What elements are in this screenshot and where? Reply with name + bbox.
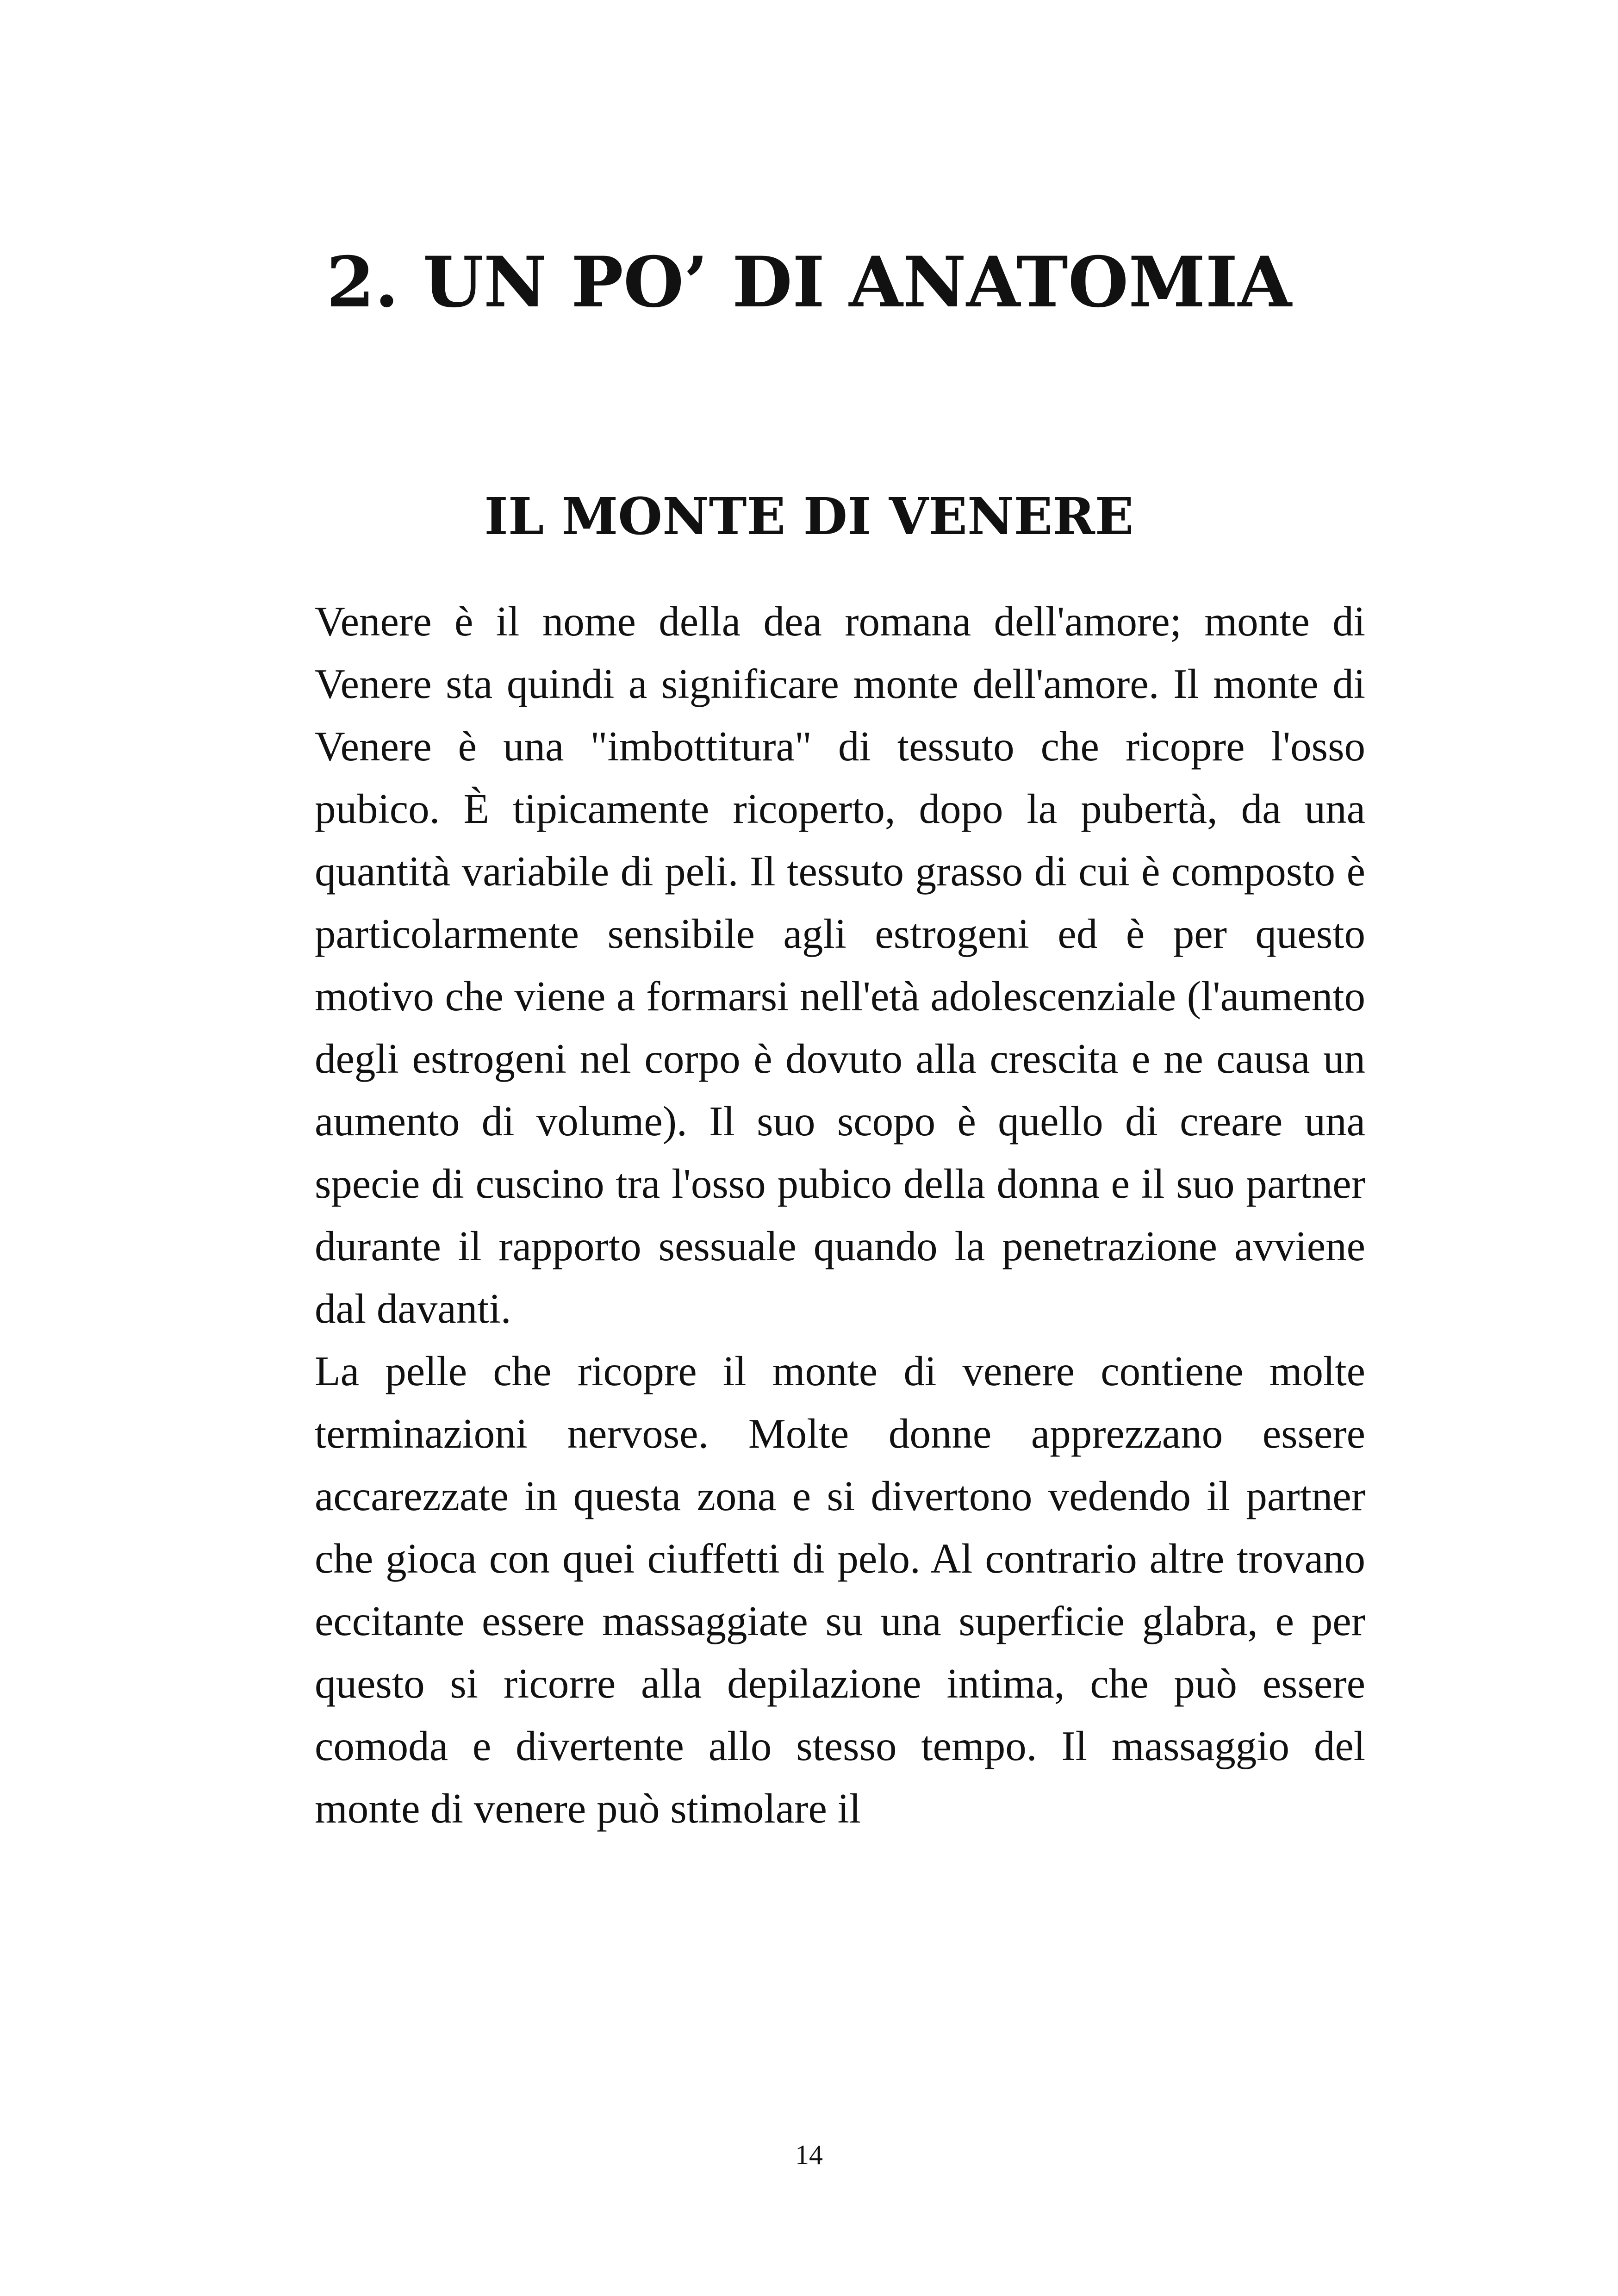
body-text [315,590,1365,1840]
paragraph: Venere è il nome della dea romana dell'amore; monte di Venere sta quindi a significare monte dell'amore. Il monte di Venere è una "imbottitura" di tessuto che ricopre l'osso pubico. È tipicamente ricoperto, dopo la pubertà, da una quantità variabile di peli. Il tessuto grasso di cui è composto è particolarmente sensibile agli estrogeni ed è per questo motivo che viene a formarsi nell'età adolescenziale (l'aumento degli estrogeni nel corpo è dovuto alla crescita e ne causa un aumento di volume). Il suo scopo è quello di creare una specie di cuscino tra l'osso pubico della donna e il suo partner durante il rapporto sessuale quando la penetrazione avviene dal davanti. [315,598,1365,1332]
section-title: IL MONTE DI VENERE [484,486,1134,546]
paragraph: La pelle che ricopre il monte di venere contiene molte terminazioni nervose. Molte donne apprezzano essere accarezzate in questa zona e si divertono vedendo il partner che gioca con quei ciuffetti di pelo. Al contrario altre trovano eccitante essere massaggiate su una superficie glabra, e per questo si ricorre alla depilazione intima, che può essere comoda e divertente allo stesso tempo. Il massaggio del monte di venere può stimolare il [315,1348,1365,1832]
chapter-title: 2. UN PO’ DI ANATOMIA [326,242,1292,323]
page-number: 14 [795,2140,823,2170]
